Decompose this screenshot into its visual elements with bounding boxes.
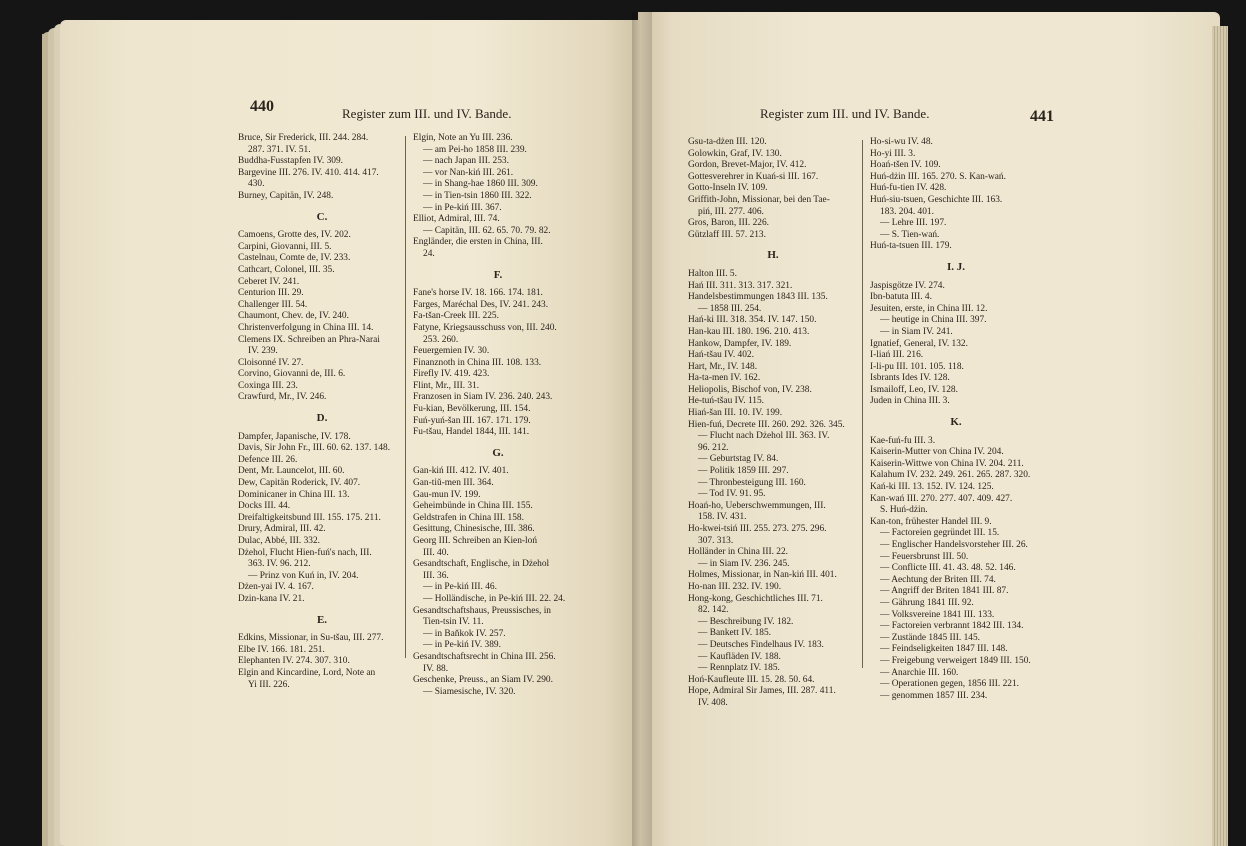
index-entry: Drury, Admiral, III. 42. bbox=[238, 524, 326, 535]
index-entry: Gesandtschaft, Englische, in Dżehol bbox=[413, 559, 550, 570]
index-entry: 307. 313. bbox=[698, 535, 734, 546]
section-letter: C. bbox=[316, 210, 328, 223]
index-entry: — in Baňkok IV. 257. bbox=[423, 628, 506, 639]
index-entry: Kan-wań III. 270. 277. 407. 409. 427. bbox=[870, 493, 1013, 504]
index-entry: — S. Tien-wań. bbox=[880, 229, 940, 240]
index-entry: Engländer, die ersten in China, III. bbox=[413, 237, 543, 248]
index-entry: Kae-fuń-fu III. 3. bbox=[870, 435, 936, 446]
index-entry: Hankow, Dampfer, IV. 189. bbox=[688, 338, 792, 349]
index-entry: Hań-tšau IV. 402. bbox=[688, 350, 754, 361]
index-entry: Challenger III. 54. bbox=[238, 299, 308, 310]
index-entry: — in Shang-hae 1860 III. 309. bbox=[423, 179, 538, 190]
book-gutter bbox=[632, 12, 652, 846]
left-page-column-2 bbox=[413, 133, 583, 698]
index-entry: — Angriff der Briten 1841 III. 87. bbox=[880, 586, 1009, 597]
index-entry: — Feindseligkeiten 1847 III. 148. bbox=[880, 644, 1008, 655]
index-entry: Dew, Capitän Roderick, IV. 407. bbox=[238, 478, 361, 489]
index-entry: Firefly IV. 419. 423. bbox=[413, 369, 490, 380]
section-letter: K. bbox=[950, 416, 962, 429]
index-entry: Dżen-yai IV. 4. 167. bbox=[238, 582, 314, 593]
index-entry: S. Huń-dżin. bbox=[880, 505, 928, 516]
index-entry: Juden in China III. 3. bbox=[870, 396, 950, 407]
index-entry: Chaumont, Chev. de, IV. 240. bbox=[238, 311, 349, 322]
index-entry: — Tod IV. 91. 95. bbox=[698, 489, 766, 500]
index-entry: Elephanten IV. 274. 307. 310. bbox=[238, 656, 350, 667]
index-entry: Carpini, Giovanni, III. 5. bbox=[238, 241, 332, 252]
index-entry: — in Siam IV. 236. 245. bbox=[698, 558, 790, 569]
index-entry: — Aechtung der Briten III. 74. bbox=[880, 574, 996, 585]
index-entry: 24. bbox=[423, 248, 435, 259]
index-entry: IV. 88. bbox=[423, 663, 449, 674]
section-letter: D. bbox=[316, 412, 328, 425]
index-entry: Cathcart, Colonel, III. 35. bbox=[238, 264, 335, 275]
index-entry: — genommen 1857 III. 234. bbox=[880, 690, 988, 701]
index-entry: IV. 239. bbox=[248, 346, 278, 357]
index-entry: 253. 260. bbox=[423, 334, 459, 345]
index-entry: Handelsbestimmungen 1843 III. 135. bbox=[688, 292, 828, 303]
index-entry: I-liań III. 216. bbox=[870, 350, 924, 361]
index-entry: — Kaufläden IV. 188. bbox=[698, 651, 781, 662]
left-page-column-1 bbox=[238, 133, 406, 691]
index-entry: Kan-ton, frühester Handel III. 9. bbox=[870, 516, 992, 527]
left-page-edges bbox=[42, 34, 62, 846]
left-page-number: 440 bbox=[250, 98, 274, 115]
index-entry: Hań III. 311. 313. 317. 321. bbox=[688, 280, 793, 291]
index-entry: IV. 408. bbox=[698, 697, 728, 708]
right-page-header: Register zum III. und IV. Bande. bbox=[760, 106, 930, 121]
index-entry: Elgin, Note an Yu III. 236. bbox=[413, 133, 513, 143]
index-entry: III. 36. bbox=[423, 570, 449, 581]
index-entry: Fuń-yuń-šan III. 167. 171. 179. bbox=[413, 415, 531, 426]
right-page-column-2 bbox=[870, 137, 1042, 702]
index-entry: Christenverfolgung in China III. 14. bbox=[238, 322, 374, 333]
index-entry: Gordon, Brevet-Major, IV. 412. bbox=[688, 160, 807, 171]
index-entry: Holländer in China III. 22. bbox=[688, 547, 788, 558]
index-entry: 158. IV. 431. bbox=[698, 512, 747, 523]
index-entry: — Anarchie III. 160. bbox=[880, 667, 959, 678]
index-entry: — Zustände 1845 III. 145. bbox=[880, 632, 980, 643]
index-entry: — Deutsches Findelhaus IV. 183. bbox=[698, 639, 824, 650]
index-entry: — in Siam IV. 241. bbox=[880, 326, 953, 337]
index-entry: Dent, Mr. Launcelot, III. 60. bbox=[238, 466, 345, 477]
index-entry: — Englischer Handelsvorsteher III. 26. bbox=[880, 540, 1028, 550]
index-entry: Georg III. Schreiben an Kien-loń bbox=[413, 536, 538, 546]
index-entry: — Beschreibung IV. 182. bbox=[698, 616, 794, 627]
index-entry: — nach Japan III. 253. bbox=[423, 156, 509, 167]
index-entry: Cloisonné IV. 27. bbox=[238, 357, 304, 368]
index-entry: — in Tien-tsin 1860 III. 322. bbox=[423, 190, 532, 201]
index-entry: Huń-fu-tien IV. 428. bbox=[870, 183, 947, 194]
section-letter: H. bbox=[767, 249, 779, 262]
index-entry: — Thronbesteigung III. 160. bbox=[698, 477, 806, 488]
index-entry: Ho-kwei-tsiń III. 255. 273. 275. 296. bbox=[688, 524, 827, 534]
index-entry: — Flucht nach Dżehol III. 363. IV. bbox=[698, 431, 830, 442]
index-entry: — heutige in China III. 397. bbox=[880, 315, 987, 326]
index-entry: Elliot, Admiral, III. 74. bbox=[413, 214, 500, 225]
index-entry: Dulac, Abbé, III. 332. bbox=[238, 536, 321, 546]
index-entry: Han-kau III. 180. 196. 210. 413. bbox=[688, 326, 810, 337]
index-entry: Franzosen in Siam IV. 236. 240. 243. bbox=[413, 392, 553, 403]
index-entry: — Volksvereine 1841 III. 133. bbox=[880, 609, 995, 620]
index-entry: Holmes, Missionar, in Nan-kiń III. 401. bbox=[688, 570, 837, 581]
index-entry: Ismailoff, Leo, IV. 128. bbox=[870, 384, 958, 395]
index-entry: Hań-ki III. 318. 354. IV. 147. 150. bbox=[688, 315, 817, 326]
index-entry: Gesittung, Chinesische, III. 386. bbox=[413, 524, 535, 535]
index-entry: Isbrants Ides IV. 128. bbox=[870, 373, 950, 384]
index-entry: Buddha-Fusstapfen IV. 309. bbox=[238, 156, 344, 167]
section-letter: F. bbox=[493, 268, 503, 281]
index-entry: Kalahum IV. 232. 249. 261. 265. 287. 320. bbox=[870, 470, 1031, 481]
index-entry: Kań-ki III. 13. 152. IV. 124. 125. bbox=[870, 482, 994, 493]
index-entry: Docks III. 44. bbox=[238, 501, 291, 512]
index-entry: Clemens IX. Schreiben an Phra-Narai bbox=[238, 334, 380, 345]
index-entry: Finanznoth in China III. 108. 133. bbox=[413, 357, 542, 368]
index-entry: — Conflicte III. 41. 43. 48. 52. 146. bbox=[880, 563, 1016, 574]
index-entry: Ho-nan III. 232. IV. 190. bbox=[688, 581, 782, 592]
index-entry: Hoań-tšen IV. 109. bbox=[870, 160, 941, 171]
index-entry: Corvino, Giovanni de, III. 6. bbox=[238, 369, 346, 380]
index-entry: — 1858 III. 254. bbox=[698, 303, 762, 314]
index-entry: — in Pe-kiń IV. 389. bbox=[423, 640, 501, 651]
section-letter: G. bbox=[492, 446, 504, 459]
index-entry: Dominicaner in China III. 13. bbox=[238, 489, 350, 500]
index-entry: — Rennplatz IV. 185. bbox=[698, 663, 780, 674]
index-entry: Jaspisgötze IV. 274. bbox=[870, 280, 945, 291]
index-entry: Elbe IV. 166. 181. 251. bbox=[238, 644, 325, 655]
index-entry: Gesandtschaftsrecht in China III. 256. bbox=[413, 651, 556, 662]
index-entry: 287. 371. IV. 51. bbox=[248, 144, 311, 155]
index-entry: Griffith-John, Missionar, bei den Tae- bbox=[688, 194, 830, 205]
index-entry: Hoań-ho, Ueberschwemmungen, III. bbox=[688, 500, 826, 511]
index-entry: Ceberet IV. 241. bbox=[238, 276, 300, 287]
index-entry: Huń-dżin III. 165. 270. S. Kan-wań. bbox=[870, 171, 1006, 182]
index-entry: — vor Nan-kiń III. 261. bbox=[423, 167, 514, 178]
index-entry: Feuergemien IV. 30. bbox=[413, 346, 490, 357]
index-entry: — Capitän, III. 62. 65. 70. 79. 82. bbox=[423, 225, 551, 236]
index-entry: Bargevine III. 276. IV. 410. 414. 417. bbox=[238, 167, 379, 178]
index-entry: He-tuń-tšau IV. 115. bbox=[688, 396, 765, 407]
index-entry: Tien-tsin IV. 11. bbox=[423, 617, 484, 628]
index-entry: 430. bbox=[248, 179, 265, 190]
index-entry: Ignatief, General, IV. 132. bbox=[870, 338, 968, 349]
index-entry: Burney, Capitän, IV. 248. bbox=[238, 190, 334, 201]
index-entry: Gan-kiń III. 412. IV. 401. bbox=[413, 466, 509, 477]
index-entry: — Siamesische, IV. 320. bbox=[423, 686, 516, 697]
index-entry: — Factoreien gegründet III. 15. bbox=[880, 528, 1000, 539]
index-entry: — in Pe-kiń III. 367. bbox=[423, 202, 502, 213]
index-entry: — Freigebung verweigert 1849 III. 150. bbox=[880, 655, 1031, 666]
index-entry: Fa-tšan-Creek III. 225. bbox=[413, 311, 499, 322]
index-entry: — Geburtstag IV. 84. bbox=[698, 454, 779, 465]
index-entry: Flint, Mr., III. 31. bbox=[413, 380, 480, 391]
index-entry: — Lehre III. 197. bbox=[880, 218, 947, 229]
section-letter: E. bbox=[316, 613, 328, 626]
index-entry: 96. 212. bbox=[698, 442, 729, 453]
index-entry: Hong-kong, Geschichtliches III. 71. bbox=[688, 593, 823, 604]
index-entry: Gros, Baron, III. 226. bbox=[688, 218, 769, 229]
index-entry: Coxinga III. 23. bbox=[238, 380, 298, 391]
index-entry: Golowkin, Graf, IV. 130. bbox=[688, 148, 782, 159]
index-entry: — Holländische, in Pe-kiń III. 22. 24. bbox=[423, 593, 566, 604]
index-entry: — Politik 1859 III. 297. bbox=[698, 466, 789, 477]
right-page-edges bbox=[1212, 26, 1228, 846]
index-entry: Geheimbünde in China III. 155. bbox=[413, 501, 533, 512]
right-page-column-1 bbox=[688, 137, 858, 710]
index-entry: Geschenke, Preuss., an Siam IV. 290. bbox=[413, 675, 553, 686]
index-entry: Gsu-ta-dżen III. 120. bbox=[688, 137, 767, 147]
index-entry: Ha-ta-men IV. 162. bbox=[688, 373, 761, 384]
index-entry: Ibn-batuta III. 4. bbox=[870, 292, 932, 303]
index-entry: — Prinz von Kuń in, IV. 204. bbox=[248, 570, 359, 581]
index-entry: Heliopolis, Bischof von, IV. 238. bbox=[688, 384, 812, 395]
index-entry: Dżehol, Flucht Hien-fuń's nach, III. bbox=[238, 547, 372, 558]
index-entry: Crawfurd, Mr., IV. 246. bbox=[238, 392, 327, 403]
index-entry: Ho-yi III. 3. bbox=[870, 148, 916, 159]
index-entry: — am Pei-ho 1858 III. 239. bbox=[423, 144, 527, 155]
index-entry: Hiań-šan III. 10. IV. 199. bbox=[688, 408, 783, 419]
index-entry: Huń-siu-tsuen, Geschichte III. 163. bbox=[870, 194, 1003, 205]
index-entry: Yi III. 226. bbox=[248, 679, 290, 690]
index-entry: Kaiserin-Wittwe von China IV. 204. 211. bbox=[870, 458, 1024, 469]
index-entry: Gesandtschaftshaus, Preussisches, in bbox=[413, 605, 551, 616]
index-entry: — Factoreien verbrannt 1842 III. 134. bbox=[880, 621, 1024, 632]
index-entry: 363. IV. 96. 212. bbox=[248, 559, 311, 570]
index-entry: Hien-fuń, Decrete III. 260. 292. 326. 345. bbox=[688, 419, 845, 430]
index-entry: piń, III. 277. 406. bbox=[698, 206, 764, 217]
left-column-divider bbox=[405, 136, 406, 658]
index-entry: Dreifaltigkeitsbund III. 155. 175. 211. bbox=[238, 512, 381, 523]
index-entry: Gottesverehrer in Kuań-si III. 167. bbox=[688, 171, 819, 182]
index-entry: — in Pe-kiń III. 46. bbox=[423, 582, 497, 593]
index-entry: — Bankett IV. 185. bbox=[698, 628, 771, 639]
index-entry: Jesuiten, erste, in China III. 12. bbox=[870, 303, 988, 314]
index-entry: 183. 204. 401. bbox=[880, 206, 934, 217]
index-entry: — Feuersbrunst III. 50. bbox=[880, 551, 969, 562]
index-entry: Gan-tiŭ-men III. 364. bbox=[413, 478, 494, 489]
index-entry: Gau-mun IV. 199. bbox=[413, 489, 481, 500]
index-entry: — Gährung 1841 III. 92. bbox=[880, 597, 974, 608]
right-page-number: 441 bbox=[1030, 108, 1054, 125]
index-entry: I-li-pu III. 101. 105. 118. bbox=[870, 361, 964, 372]
section-letter: I. J. bbox=[946, 260, 966, 273]
index-entry: Castelnau, Comte de, IV. 233. bbox=[238, 253, 351, 264]
index-entry: Elgin and Kincardine, Lord, Note an bbox=[238, 667, 376, 678]
index-entry: Edkins, Missionar, in Su-tšau, III. 277. bbox=[238, 633, 384, 644]
index-entry: — Operationen gegen, 1856 III. 221. bbox=[880, 679, 1020, 690]
index-entry: Fane's horse IV. 18. 166. 174. 181. bbox=[413, 288, 543, 299]
index-entry: Gützlaff III. 57. 213. bbox=[688, 229, 766, 240]
index-entry: Defence III. 26. bbox=[238, 454, 298, 465]
index-entry: Dzin-kana IV. 21. bbox=[238, 593, 305, 604]
index-entry: Bruce, Sir Frederick, III. 244. 284. bbox=[238, 133, 369, 143]
index-entry: Camoens, Grotte des, IV. 202. bbox=[238, 230, 351, 241]
index-entry: Farges, Maréchal Des, IV. 241. 243. bbox=[413, 299, 549, 310]
index-entry: Hoń-Kaufleute III. 15. 28. 50. 64. bbox=[688, 674, 815, 685]
index-entry: Halton III. 5. bbox=[688, 268, 737, 279]
index-entry: Kaiserin-Mutter von China IV. 204. bbox=[870, 447, 1004, 458]
index-entry: Ho-si-wu IV. 48. bbox=[870, 137, 933, 147]
index-entry: Fu-tšau, Handel 1844, III. 141. bbox=[413, 427, 530, 438]
index-entry: Centurion III. 29. bbox=[238, 288, 304, 299]
index-entry: Geldstrafen in China III. 158. bbox=[413, 512, 524, 523]
right-column-divider bbox=[862, 140, 863, 668]
index-entry: Dampfer, Japanische, IV. 178. bbox=[238, 431, 351, 442]
book-spread bbox=[20, 8, 1230, 846]
left-page-header: Register zum III. und IV. Bande. bbox=[342, 106, 512, 121]
index-entry: Fatyne, Kriegsausschuss von, III. 240. bbox=[413, 322, 557, 333]
index-entry: Gotto-Inseln IV. 109. bbox=[688, 183, 768, 194]
index-entry: Fu-kian, Bevölkerung, III. 154. bbox=[413, 404, 531, 415]
index-entry: Davis, Sir John Fr., III. 60. 62. 137. 148. bbox=[238, 443, 391, 454]
index-entry: III. 40. bbox=[423, 547, 449, 558]
index-entry: Huń-ta-tsuen III. 179. bbox=[870, 241, 952, 252]
index-entry: Hart, Mr., IV. 148. bbox=[688, 361, 758, 372]
index-entry: Hope, Admiral Sir James, III. 287. 411. bbox=[688, 686, 836, 697]
index-entry: 82. 142. bbox=[698, 605, 729, 616]
